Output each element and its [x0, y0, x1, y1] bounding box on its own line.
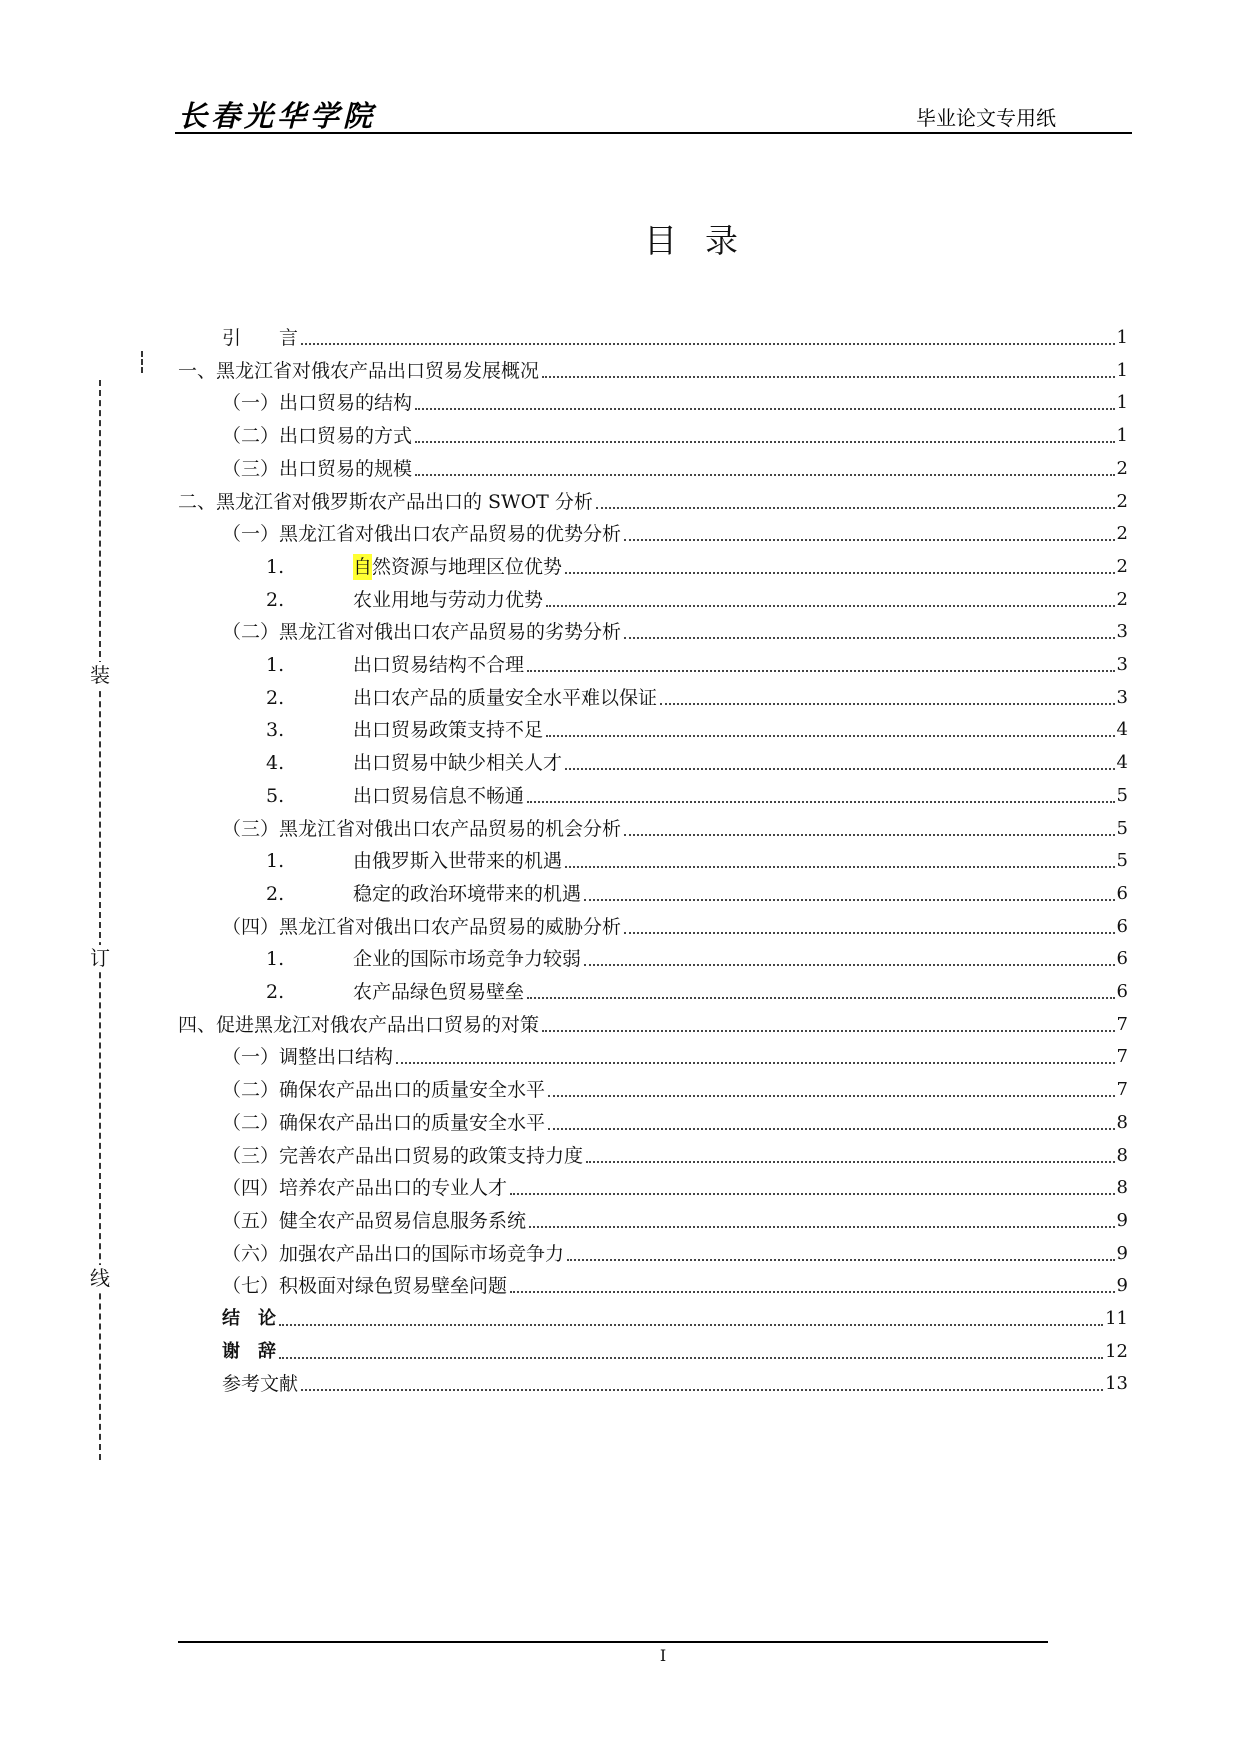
dot-leader: [301, 1389, 1103, 1391]
toc-entry[interactable]: [222, 456, 1128, 482]
toc-entry-label: [222, 1110, 545, 1136]
toc-entry-text: 参考文献: [222, 1373, 299, 1396]
toc-entry-page: 9: [1116, 1242, 1128, 1264]
toc-entry-page: 6: [1116, 915, 1128, 937]
toc-entry[interactable]: [222, 1044, 1128, 1070]
toc-entry[interactable]: [178, 358, 1128, 384]
toc-entry-text: （二）确保农产品出口的质量安全水平: [222, 1111, 546, 1134]
toc-entry[interactable]: [222, 619, 1128, 645]
dot-leader: [596, 507, 1115, 509]
toc-entry-page: 2: [1116, 555, 1128, 577]
toc-entry-page: 8: [1116, 1144, 1128, 1166]
dot-leader: [565, 768, 1115, 770]
toc-entry[interactable]: [222, 1273, 1128, 1299]
toc-entry-label: [266, 652, 524, 678]
toc-entry-text: 二、黑龙江省对俄罗斯农产品出口的 SWOT 分析: [178, 490, 593, 513]
toc-entry[interactable]: [266, 881, 1128, 907]
toc-entry[interactable]: [222, 1241, 1128, 1267]
binding-line: [99, 380, 101, 1460]
toc-entry[interactable]: [222, 1077, 1128, 1103]
toc-entry-label: [222, 325, 298, 351]
toc-entry-page: 7: [1116, 1079, 1128, 1101]
toc-entry-page: 12: [1105, 1340, 1128, 1362]
toc-entry-label: [266, 848, 562, 874]
paper-label: 毕业论文专用纸: [916, 106, 1056, 130]
toc-entry[interactable]: [266, 717, 1128, 743]
toc-entry-page: 7: [1116, 1013, 1128, 1035]
toc-entry-text: （三）出口贸易的规模: [222, 457, 413, 480]
toc-entry-label: [266, 685, 657, 711]
toc-entry-label: [222, 1077, 545, 1103]
toc-entry-page: 2: [1116, 588, 1128, 610]
toc-entry-label: [222, 1371, 298, 1397]
dot-leader: [415, 441, 1115, 443]
dot-leader: [565, 572, 1115, 574]
toc-entry[interactable]: [222, 1143, 1128, 1169]
dot-leader: [527, 670, 1115, 672]
toc-entry[interactable]: [266, 652, 1128, 678]
toc-entry-label: [222, 619, 621, 645]
toc-entry[interactable]: [266, 554, 1128, 580]
toc-entry-label: [266, 946, 581, 972]
toc-entry[interactable]: [266, 848, 1128, 874]
dot-leader: [279, 1324, 1103, 1326]
toc-entry-page: 1: [1116, 425, 1128, 447]
toc-entry-text: （一）调整出口结构: [222, 1046, 394, 1069]
toc-entry-page: 6: [1116, 948, 1128, 970]
toc-entry[interactable]: [266, 783, 1128, 809]
dot-leader: [510, 1291, 1115, 1293]
toc-entry-label: [266, 750, 562, 776]
dot-leader: [586, 1161, 1115, 1163]
toc-entry-text: （二）确保农产品出口的质量安全水平: [222, 1079, 546, 1102]
toc-entry-label: [222, 390, 412, 416]
toc-entry-text: 出口贸易信息不畅通: [353, 784, 525, 807]
toc-entry-text: 出口贸易结构不合理: [353, 654, 525, 676]
toc-title: 目录: [644, 221, 766, 260]
dot-leader: [548, 1128, 1115, 1130]
toc-entry-label: [266, 554, 562, 580]
toc-entry-page: 9: [1116, 1209, 1128, 1231]
dot-leader: [546, 735, 1115, 737]
toc-entry-page: 8: [1116, 1111, 1128, 1133]
toc-entry-number: 2.: [266, 981, 285, 1003]
toc-entry-text: 谢 辞: [222, 1340, 276, 1362]
toc-entry-label: [222, 1306, 276, 1332]
toc-entry-label: [222, 914, 621, 940]
dot-leader: [301, 343, 1115, 345]
dot-leader: [584, 899, 1115, 901]
footer-page-number: I: [659, 1646, 667, 1665]
dot-leader: [279, 1357, 1103, 1359]
toc-entry[interactable]: [222, 1339, 1128, 1365]
toc-entry-number: 1.: [266, 850, 285, 873]
toc-entry-page: 1: [1116, 359, 1128, 381]
toc-entry-number: 2.: [266, 686, 285, 709]
toc-entry-label: [222, 816, 621, 842]
toc-entry-label: [178, 1012, 539, 1038]
dot-leader: [415, 474, 1115, 476]
toc-entry[interactable]: [222, 390, 1128, 416]
dot-leader: [548, 1095, 1115, 1097]
toc-entry[interactable]: [222, 914, 1128, 940]
toc-entry-text: 出口贸易中缺少相关人才: [353, 752, 563, 775]
toc-entry-label: [222, 521, 621, 547]
binding-top-mark: [141, 351, 143, 373]
toc-entry-page: 3: [1116, 621, 1128, 643]
toc-entry[interactable]: [266, 685, 1128, 711]
dot-leader: [624, 834, 1115, 836]
toc-entry-text: （六）加强农产品出口的国际市场竞争力: [222, 1242, 565, 1265]
toc-entry-label: [266, 881, 581, 907]
toc-entry-page: 11: [1105, 1308, 1128, 1329]
dot-leader: [584, 964, 1115, 966]
toc-entry-page: 1: [1116, 327, 1128, 348]
toc-entry[interactable]: [222, 1208, 1128, 1234]
toc-entry-label: [222, 1241, 564, 1267]
toc-entry-text: 企业的国际市场竞争力较弱: [353, 948, 582, 971]
dot-leader: [542, 376, 1115, 378]
toc-entry-text: （一）黑龙江省对俄出口农产品贸易的优势分析: [222, 523, 622, 546]
footer-rule: [178, 1641, 1048, 1643]
toc-entry-text: （三）完善农产品出口贸易的政策支持力度: [222, 1144, 584, 1167]
toc-entry-page: 5: [1116, 850, 1128, 872]
toc-entry-page: 6: [1116, 981, 1128, 1002]
toc-entry-label: [222, 1339, 276, 1365]
toc-entry-label: [222, 1143, 583, 1169]
toc-entry-page: 1: [1116, 392, 1128, 414]
toc-entry-page: 13: [1105, 1373, 1128, 1395]
toc-entry[interactable]: [222, 1110, 1128, 1136]
toc-entry-page: 5: [1116, 817, 1128, 839]
toc-entry-text: （七）积极面对绿色贸易壁垒问题: [222, 1275, 508, 1298]
dot-leader: [542, 1030, 1115, 1032]
binding-char-zhuang: 装: [86, 662, 114, 688]
toc-entry-number: 1.: [266, 948, 285, 971]
dot-leader: [565, 866, 1115, 868]
dot-leader: [624, 932, 1115, 934]
toc-entry[interactable]: [222, 1371, 1128, 1397]
toc-entry[interactable]: [222, 325, 1128, 351]
toc-entry-text: （二）黑龙江省对俄出口农产品贸易的劣势分析: [222, 621, 622, 644]
toc-entry-page: 4: [1116, 719, 1128, 741]
toc-entry-page: 2: [1116, 457, 1128, 479]
dot-leader: [624, 539, 1115, 541]
toc-entry-page: 2: [1116, 523, 1128, 545]
toc-entry[interactable]: [266, 587, 1128, 613]
toc-entry-page: 4: [1116, 752, 1128, 774]
header-rule: [175, 132, 1132, 134]
toc-entry-text: （四）培养农产品出口的专业人才: [222, 1177, 508, 1200]
toc-entry-text: （二）出口贸易的方式: [222, 425, 413, 448]
toc-entry-number: 4.: [266, 752, 285, 775]
dot-leader: [415, 408, 1115, 410]
toc-entry[interactable]: [222, 1175, 1128, 1201]
toc-entry-page: 6: [1116, 882, 1128, 904]
toc-entry-label: [222, 1273, 507, 1299]
toc-entry-page: 3: [1116, 686, 1128, 708]
toc-entry-text: 一、黑龙江省对俄农产品出口贸易发展概况: [178, 359, 540, 382]
dot-leader: [660, 703, 1115, 705]
toc-entry-text: 然资源与地理区位优势: [372, 555, 563, 578]
toc-entry-label: [266, 979, 524, 1005]
toc-entry-text: 农业用地与劳动力优势: [353, 588, 544, 611]
toc-entry-page: 9: [1116, 1275, 1128, 1297]
toc-entry-text: 引 言: [222, 327, 299, 349]
toc-entry-label: [222, 1175, 507, 1201]
toc-entry-page: 5: [1116, 784, 1128, 806]
dot-leader: [624, 637, 1115, 639]
toc-entry-number: 1.: [266, 654, 285, 676]
toc-entry[interactable]: [222, 816, 1128, 842]
toc-entry-label: [178, 358, 539, 384]
school-name: 长春光华学院: [178, 99, 377, 133]
toc-entry[interactable]: [222, 521, 1128, 547]
toc-entry-label: [178, 489, 593, 515]
toc-entry-label: [222, 456, 412, 482]
toc-entry-page: 7: [1116, 1046, 1128, 1068]
toc-entry[interactable]: [178, 489, 1128, 515]
toc-entry-text: （五）健全农产品贸易信息服务系统: [222, 1209, 527, 1232]
toc-entry-number: 3.: [266, 719, 285, 742]
toc-entry-page: 2: [1116, 490, 1128, 512]
toc-entry-label: [266, 783, 524, 809]
binding-char-xian: 线: [86, 1265, 114, 1291]
toc-entry-text: 出口农产品的质量安全水平难以保证: [353, 686, 658, 709]
dot-leader: [529, 1226, 1115, 1228]
toc-entry[interactable]: [266, 750, 1128, 776]
toc-entry-label: [266, 717, 543, 743]
toc-entry-text: （四）黑龙江省对俄出口农产品贸易的威胁分析: [222, 915, 622, 938]
toc-entry-page: 3: [1116, 654, 1128, 675]
dot-leader: [396, 1062, 1115, 1064]
dot-leader: [546, 605, 1115, 607]
toc-entry[interactable]: [178, 1012, 1128, 1038]
toc-entry-text: （一）出口贸易的结构: [222, 392, 413, 415]
highlighted-text: 自: [353, 555, 373, 578]
toc-entry-text: 四、促进黑龙江对俄农产品出口贸易的对策: [178, 1013, 540, 1036]
toc-entry-text: 出口贸易政策支持不足: [353, 719, 544, 742]
toc-entry-text: 稳定的政治环境带来的机遇: [353, 882, 582, 905]
toc-entry-number: 5.: [266, 784, 285, 807]
toc-entry[interactable]: [222, 1306, 1128, 1332]
toc-entry-text: （三）黑龙江省对俄出口农产品贸易的机会分析: [222, 817, 622, 840]
binding-char-ding: 订: [86, 945, 114, 971]
toc-entry-text: 农产品绿色贸易壁垒: [353, 981, 525, 1003]
toc-entry[interactable]: [266, 979, 1128, 1005]
toc-entry-page: 8: [1116, 1177, 1128, 1199]
toc-entry-number: 2.: [266, 882, 285, 905]
dot-leader: [567, 1259, 1115, 1261]
toc-entry-label: [266, 587, 543, 613]
toc-entry-label: [222, 1208, 526, 1234]
toc-entry-number: 2.: [266, 588, 285, 611]
dot-leader: [527, 997, 1115, 999]
toc-entry-label: [222, 423, 412, 449]
toc-entry[interactable]: [266, 946, 1128, 972]
toc-entry-number: 1.: [266, 555, 285, 578]
toc-entry[interactable]: [222, 423, 1128, 449]
dot-leader: [510, 1193, 1115, 1195]
toc-entry-label: [222, 1044, 393, 1070]
dot-leader: [527, 801, 1115, 803]
toc-entry-text: 结 论: [222, 1308, 276, 1329]
toc-entry-text: 由俄罗斯入世带来的机遇: [353, 850, 563, 873]
